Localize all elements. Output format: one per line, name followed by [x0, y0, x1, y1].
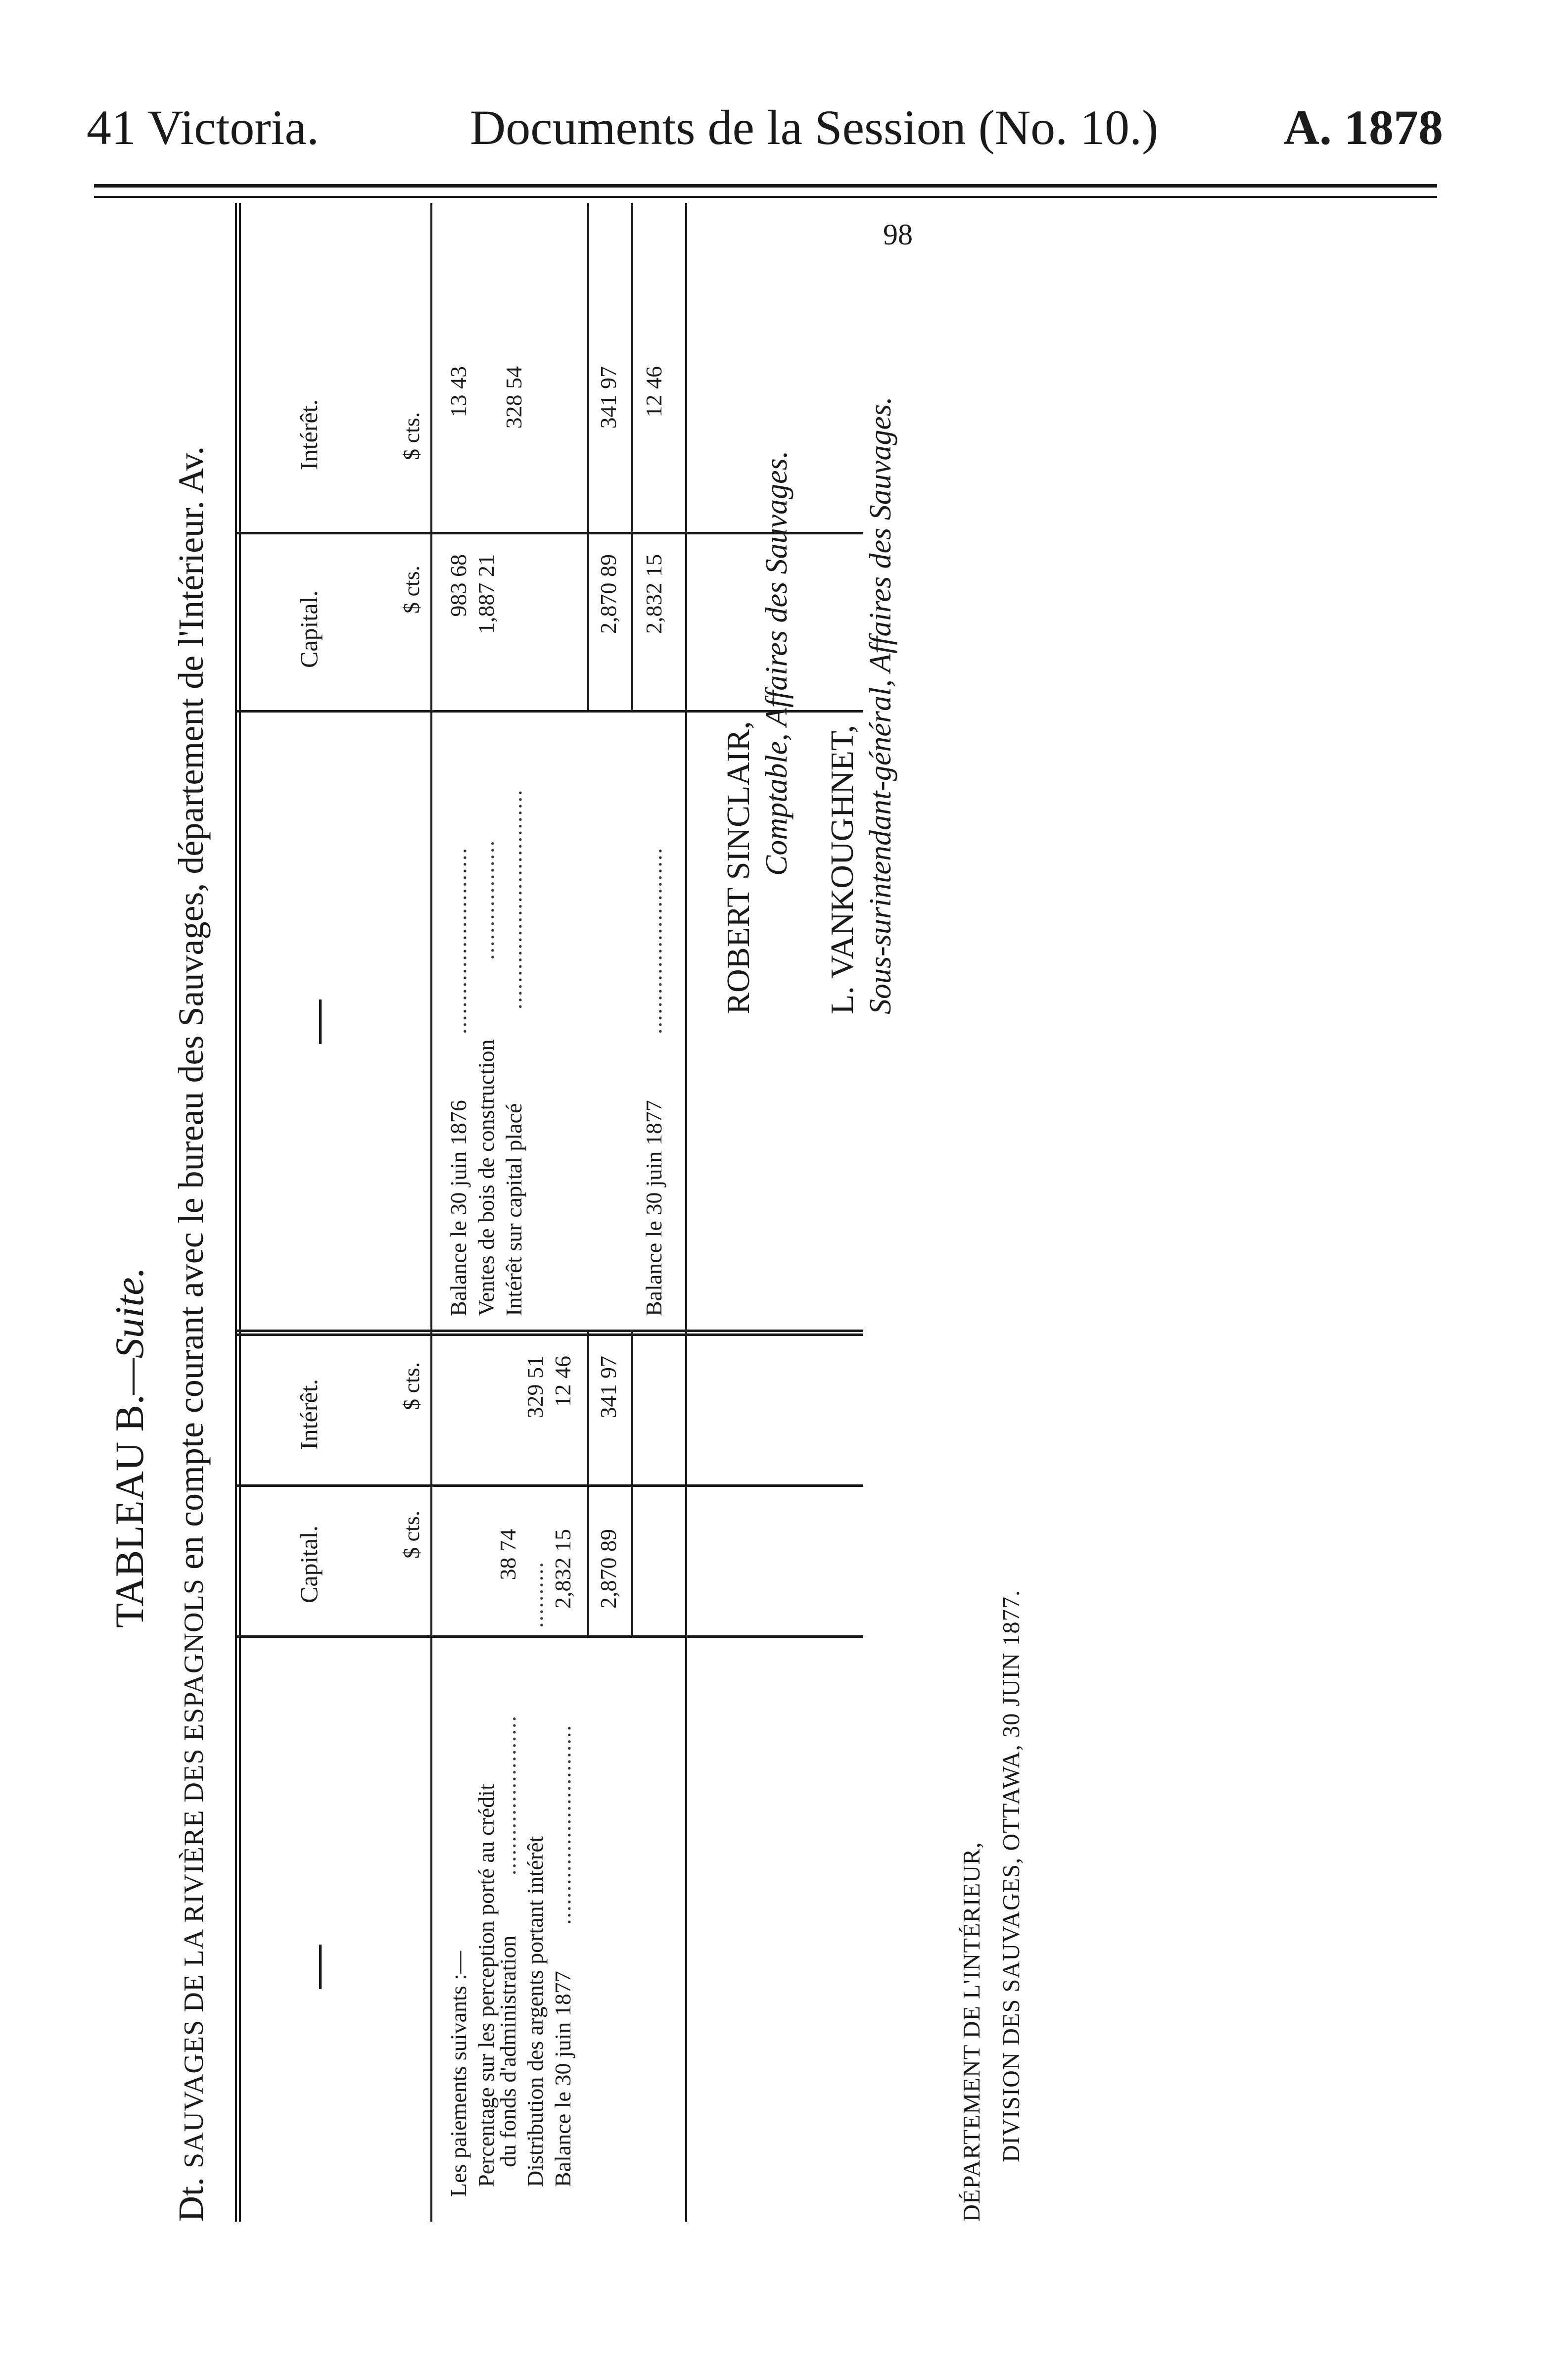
caption-small-caps: SAUVAGES DE LA RIVIÈRE DES ESPAGNOLS [179, 1578, 209, 2168]
debit-dash [319, 1945, 322, 1989]
leader-dots: ........................ [495, 1715, 520, 1875]
tableau-title-suffix: —Suite. [107, 1267, 152, 1395]
debit-interet-cell: 329 51 [522, 1356, 548, 1419]
signature-name: ROBERT SINCLAIR, [720, 721, 756, 1014]
tableau-title [106, 1267, 153, 1628]
credit-interet-heading: Intérêt. [295, 399, 323, 470]
debit-interet-unit: $ cts. [399, 1362, 424, 1410]
table-row [445, 203, 473, 2222]
credit-interet-unit: $ cts. [399, 412, 424, 460]
row-label: Les paiements suivants :— [446, 1951, 471, 2197]
credit-interet-cell: 328 54 [501, 366, 526, 429]
debit-capital-cell: 38 74 [495, 1529, 520, 1580]
row-label: Percentage sur les perception porté au crédit [473, 1784, 499, 2187]
credit-interet-cell: 12 46 [641, 366, 666, 418]
ledger-header-rule [430, 203, 432, 2222]
debit-interet-cell: 12 46 [550, 1356, 575, 1407]
credit-capital-total: 2,870 89 [596, 554, 621, 634]
debit-capital-total: 2,870 89 [596, 1529, 621, 1609]
row-label: Balance le 30 juin 1876 [446, 1100, 471, 1316]
leader-dots: .............................. [550, 1724, 575, 1925]
debit-capital-heading: Capital. [295, 1525, 323, 1603]
rotated-content [96, 203, 1457, 2222]
running-head-title: Documents de la Session (No. 10.) [470, 100, 1159, 155]
page-number: 98 [883, 218, 913, 251]
signature-title: Sous-surintendant-général, Affaires des Sauvages. [864, 396, 897, 1014]
credit-total-rule-bottom [631, 203, 633, 713]
tableau-title-main: TABLEAU B. [107, 1394, 152, 1628]
row-label: Balance le 30 juin 1877 [641, 1100, 666, 1316]
debit-capital-unit: $ cts. [399, 1510, 424, 1559]
credit-capital-cell: 2,832 15 [641, 554, 666, 634]
debit-capital-cell: 2,832 15 [550, 1529, 575, 1609]
debit-total-rule [587, 1331, 589, 1638]
credit-interet-cell: 13 43 [446, 366, 471, 418]
debit-interet-total: 341 97 [596, 1356, 621, 1419]
row-label: du fonds d'administration [495, 1935, 520, 2167]
credit-capital-unit: $ cts. [399, 565, 424, 614]
running-head-right: A. 1878 [1283, 100, 1443, 155]
row-label: Ventes de bois de construction [473, 1039, 499, 1316]
footer-division [992, 1590, 1027, 2162]
footer-department-text: DÉPARTEMENT DE L'INTÉRIEUR, [959, 1842, 985, 2222]
credit-capital-cell: 1,887 21 [473, 554, 499, 634]
footer-division-text: DIVISION DES SAUVAGES, OTTAWA, 30 JUIN 1877. [998, 1589, 1025, 2162]
totals-row [595, 203, 623, 2222]
header-rule-thin [94, 196, 1437, 198]
debit-interet-heading: Intérêt. [295, 1379, 323, 1450]
leader-dots: .......... [522, 1561, 548, 1628]
running-head-left: 41 Victoria. [87, 100, 319, 155]
footer-department [952, 1842, 987, 2222]
row-label: Distribution des argents portant intérêt [522, 1836, 548, 2187]
credit-interet-total: 341 97 [596, 366, 621, 429]
ledger-top-rule-2 [239, 203, 241, 2222]
ledger-top-rule [235, 203, 237, 2222]
table-row [501, 203, 528, 2222]
credit-capital-heading: Capital. [295, 590, 323, 668]
caption-dt: Dt. [171, 2177, 211, 2222]
table-row [550, 203, 577, 2222]
leader-dots: ............................ [446, 847, 471, 1034]
signature-title: Comptable, Affaires des Sauvages. [760, 450, 794, 876]
table-row [473, 203, 501, 2222]
leader-dots: .................. [473, 840, 499, 960]
debit-total-rule-bottom [631, 1331, 633, 1638]
credit-dash [319, 1000, 322, 1044]
row-label: Intérêt sur capital placé [501, 1103, 526, 1316]
credit-total-rule [587, 203, 589, 713]
row-label: Balance le 30 juin 1877 [550, 1971, 575, 2187]
signature-name: L. VANKOUGHNET, [824, 725, 860, 1014]
header-rule-thick [94, 184, 1437, 188]
leader-dots: ............................ [641, 847, 666, 1034]
credit-capital-cell: 983 68 [446, 554, 471, 617]
caption-rest: en compte courant avec le bureau des Sauvages, département de l'Intérieur. Av. [171, 446, 211, 1570]
leader-dots: ................................. [501, 789, 526, 1009]
ledger-bottom-rule [685, 203, 687, 2222]
table-row [641, 203, 668, 2222]
table-caption [171, 446, 212, 2222]
